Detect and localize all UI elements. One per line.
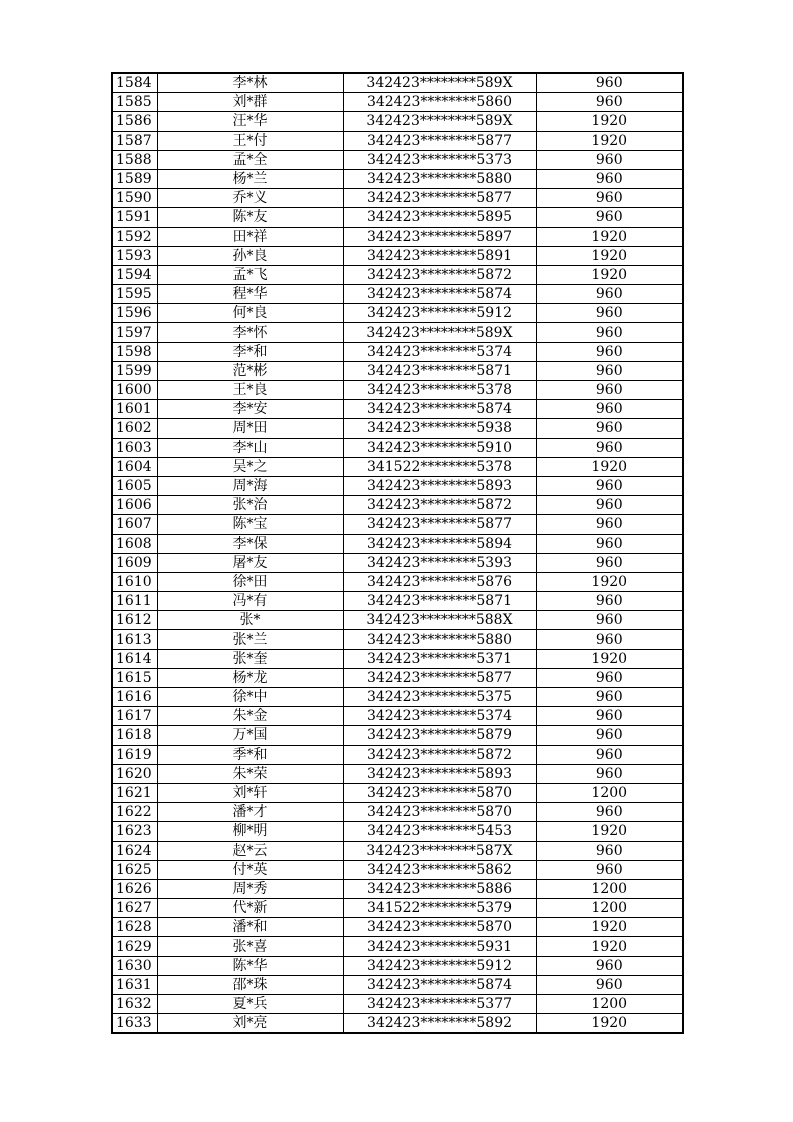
table-row bbox=[112, 783, 683, 802]
id-number-cell: 342423********5876 bbox=[343, 572, 536, 591]
table-row bbox=[112, 707, 683, 726]
amount-cell: 960 bbox=[536, 764, 683, 783]
id-number-cell: 342423********589X bbox=[343, 323, 536, 342]
table-row bbox=[112, 995, 683, 1014]
name-cell: 张*奎 bbox=[157, 649, 343, 668]
amount-cell: 960 bbox=[536, 476, 683, 495]
row-number-cell: 1601 bbox=[112, 400, 157, 419]
table-row bbox=[112, 592, 683, 611]
row-number-cell: 1623 bbox=[112, 822, 157, 841]
row-number-cell: 1619 bbox=[112, 745, 157, 764]
row-number-cell: 1625 bbox=[112, 860, 157, 879]
amount-cell: 1920 bbox=[536, 1014, 683, 1034]
row-number-cell: 1616 bbox=[112, 688, 157, 707]
amount-cell: 1200 bbox=[536, 995, 683, 1014]
row-number-cell: 1614 bbox=[112, 649, 157, 668]
table-row bbox=[112, 745, 683, 764]
row-number-cell: 1617 bbox=[112, 707, 157, 726]
name-cell: 杨*兰 bbox=[157, 169, 343, 188]
name-cell: 夏*兵 bbox=[157, 995, 343, 1014]
id-number-cell: 342423********5931 bbox=[343, 937, 536, 956]
id-number-cell: 342423********5874 bbox=[343, 975, 536, 994]
id-number-cell: 342423********5886 bbox=[343, 879, 536, 898]
amount-cell: 960 bbox=[536, 496, 683, 515]
amount-cell: 1920 bbox=[536, 937, 683, 956]
table-row bbox=[112, 438, 683, 457]
amount-cell: 960 bbox=[536, 438, 683, 457]
name-cell: 李*安 bbox=[157, 400, 343, 419]
name-cell: 张*兰 bbox=[157, 630, 343, 649]
id-number-cell: 342423********5880 bbox=[343, 630, 536, 649]
row-number-cell: 1633 bbox=[112, 1014, 157, 1034]
id-number-cell: 342423********5893 bbox=[343, 764, 536, 783]
name-cell: 刘*轩 bbox=[157, 783, 343, 802]
table-row bbox=[112, 822, 683, 841]
name-cell: 赵*云 bbox=[157, 841, 343, 860]
id-number-cell: 342423********5877 bbox=[343, 668, 536, 687]
table-row bbox=[112, 361, 683, 380]
id-number-cell: 342423********5879 bbox=[343, 726, 536, 745]
id-number-cell: 342423********5862 bbox=[343, 860, 536, 879]
table-row bbox=[112, 400, 683, 419]
amount-cell: 960 bbox=[536, 592, 683, 611]
amount-cell: 960 bbox=[536, 304, 683, 323]
amount-cell: 960 bbox=[536, 975, 683, 994]
name-cell: 王*付 bbox=[157, 131, 343, 150]
amount-cell: 1200 bbox=[536, 783, 683, 802]
table-row bbox=[112, 572, 683, 591]
id-number-cell: 342423********588X bbox=[343, 611, 536, 630]
table-row bbox=[112, 112, 683, 131]
row-number-cell: 1591 bbox=[112, 208, 157, 227]
name-cell: 李*山 bbox=[157, 438, 343, 457]
name-cell: 张*治 bbox=[157, 496, 343, 515]
id-number-cell: 342423********5871 bbox=[343, 592, 536, 611]
amount-cell: 960 bbox=[536, 745, 683, 764]
row-number-cell: 1626 bbox=[112, 879, 157, 898]
row-number-cell: 1593 bbox=[112, 246, 157, 265]
name-cell: 柳*明 bbox=[157, 822, 343, 841]
amount-cell: 960 bbox=[536, 381, 683, 400]
id-number-cell: 342423********5877 bbox=[343, 515, 536, 534]
name-cell: 孟*飞 bbox=[157, 265, 343, 284]
table-row bbox=[112, 476, 683, 495]
row-number-cell: 1588 bbox=[112, 150, 157, 169]
id-number-cell: 342423********5373 bbox=[343, 150, 536, 169]
id-number-cell: 342423********5874 bbox=[343, 400, 536, 419]
name-cell: 万*国 bbox=[157, 726, 343, 745]
name-cell: 李*林 bbox=[157, 73, 343, 93]
name-cell: 周*田 bbox=[157, 419, 343, 438]
table-row bbox=[112, 918, 683, 937]
id-number-cell: 342423********5893 bbox=[343, 476, 536, 495]
table-row bbox=[112, 93, 683, 112]
amount-cell: 960 bbox=[536, 515, 683, 534]
table-row bbox=[112, 381, 683, 400]
table-row bbox=[112, 150, 683, 169]
row-number-cell: 1603 bbox=[112, 438, 157, 457]
name-cell: 李*和 bbox=[157, 342, 343, 361]
row-number-cell: 1605 bbox=[112, 476, 157, 495]
table-row bbox=[112, 860, 683, 879]
amount-cell: 960 bbox=[536, 803, 683, 822]
amount-cell: 960 bbox=[536, 707, 683, 726]
id-number-cell: 342423********5892 bbox=[343, 1014, 536, 1034]
table-row bbox=[112, 534, 683, 553]
table-row bbox=[112, 688, 683, 707]
row-number-cell: 1584 bbox=[112, 73, 157, 93]
table-row bbox=[112, 323, 683, 342]
id-number-cell: 342423********5871 bbox=[343, 361, 536, 380]
id-number-cell: 342423********5870 bbox=[343, 803, 536, 822]
id-number-cell: 342423********5453 bbox=[343, 822, 536, 841]
table-row bbox=[112, 630, 683, 649]
table-row bbox=[112, 419, 683, 438]
row-number-cell: 1629 bbox=[112, 937, 157, 956]
id-number-cell: 342423********5912 bbox=[343, 956, 536, 975]
id-number-cell: 342423********5894 bbox=[343, 534, 536, 553]
name-cell: 付*英 bbox=[157, 860, 343, 879]
roster-table bbox=[111, 72, 684, 1034]
amount-cell: 1920 bbox=[536, 131, 683, 150]
id-number-cell: 342423********5375 bbox=[343, 688, 536, 707]
name-cell: 周*秀 bbox=[157, 879, 343, 898]
amount-cell: 1200 bbox=[536, 899, 683, 918]
row-number-cell: 1590 bbox=[112, 189, 157, 208]
row-number-cell: 1606 bbox=[112, 496, 157, 515]
id-number-cell: 342423********5374 bbox=[343, 342, 536, 361]
amount-cell: 1920 bbox=[536, 265, 683, 284]
name-cell: 潘*和 bbox=[157, 918, 343, 937]
row-number-cell: 1589 bbox=[112, 169, 157, 188]
amount-cell: 960 bbox=[536, 285, 683, 304]
id-number-cell: 341522********5379 bbox=[343, 899, 536, 918]
amount-cell: 960 bbox=[536, 342, 683, 361]
table-row bbox=[112, 208, 683, 227]
id-number-cell: 342423********5378 bbox=[343, 381, 536, 400]
amount-cell: 960 bbox=[536, 611, 683, 630]
amount-cell: 960 bbox=[536, 73, 683, 93]
row-number-cell: 1611 bbox=[112, 592, 157, 611]
id-number-cell: 342423********5891 bbox=[343, 246, 536, 265]
table-row bbox=[112, 265, 683, 284]
id-number-cell: 342423********5874 bbox=[343, 285, 536, 304]
row-number-cell: 1585 bbox=[112, 93, 157, 112]
name-cell: 代*新 bbox=[157, 899, 343, 918]
row-number-cell: 1594 bbox=[112, 265, 157, 284]
table-row bbox=[112, 457, 683, 476]
table-row bbox=[112, 899, 683, 918]
table-row bbox=[112, 841, 683, 860]
row-number-cell: 1599 bbox=[112, 361, 157, 380]
id-number-cell: 342423********5897 bbox=[343, 227, 536, 246]
table-row bbox=[112, 1014, 683, 1034]
id-number-cell: 342423********589X bbox=[343, 73, 536, 93]
id-number-cell: 342423********5938 bbox=[343, 419, 536, 438]
name-cell: 周*海 bbox=[157, 476, 343, 495]
id-number-cell: 342423********5371 bbox=[343, 649, 536, 668]
amount-cell: 1920 bbox=[536, 649, 683, 668]
table-row bbox=[112, 975, 683, 994]
table-row bbox=[112, 956, 683, 975]
name-cell: 吴*之 bbox=[157, 457, 343, 476]
name-cell: 刘*亮 bbox=[157, 1014, 343, 1034]
amount-cell: 960 bbox=[536, 956, 683, 975]
id-number-cell: 342423********589X bbox=[343, 112, 536, 131]
name-cell: 程*华 bbox=[157, 285, 343, 304]
name-cell: 何*良 bbox=[157, 304, 343, 323]
table-row bbox=[112, 726, 683, 745]
row-number-cell: 1622 bbox=[112, 803, 157, 822]
row-number-cell: 1600 bbox=[112, 381, 157, 400]
table-row bbox=[112, 553, 683, 572]
table-row bbox=[112, 285, 683, 304]
name-cell: 朱*金 bbox=[157, 707, 343, 726]
name-cell: 季*和 bbox=[157, 745, 343, 764]
row-number-cell: 1628 bbox=[112, 918, 157, 937]
table-row bbox=[112, 131, 683, 150]
table-row bbox=[112, 803, 683, 822]
name-cell: 朱*荣 bbox=[157, 764, 343, 783]
table-row bbox=[112, 304, 683, 323]
table-row bbox=[112, 649, 683, 668]
row-number-cell: 1607 bbox=[112, 515, 157, 534]
id-number-cell: 342423********5872 bbox=[343, 265, 536, 284]
name-cell: 田*祥 bbox=[157, 227, 343, 246]
amount-cell: 960 bbox=[536, 323, 683, 342]
id-number-cell: 342423********5872 bbox=[343, 745, 536, 764]
table-row bbox=[112, 764, 683, 783]
amount-cell: 960 bbox=[536, 208, 683, 227]
row-number-cell: 1621 bbox=[112, 783, 157, 802]
amount-cell: 960 bbox=[536, 361, 683, 380]
name-cell: 张*喜 bbox=[157, 937, 343, 956]
table-row bbox=[112, 189, 683, 208]
id-number-cell: 342423********5877 bbox=[343, 131, 536, 150]
amount-cell: 960 bbox=[536, 419, 683, 438]
id-number-cell: 342423********5895 bbox=[343, 208, 536, 227]
id-number-cell: 342423********587X bbox=[343, 841, 536, 860]
row-number-cell: 1609 bbox=[112, 553, 157, 572]
amount-cell: 960 bbox=[536, 534, 683, 553]
id-number-cell: 342423********5910 bbox=[343, 438, 536, 457]
row-number-cell: 1612 bbox=[112, 611, 157, 630]
row-number-cell: 1613 bbox=[112, 630, 157, 649]
table-row bbox=[112, 246, 683, 265]
name-cell: 冯*有 bbox=[157, 592, 343, 611]
id-number-cell: 341522********5378 bbox=[343, 457, 536, 476]
amount-cell: 1920 bbox=[536, 457, 683, 476]
row-number-cell: 1620 bbox=[112, 764, 157, 783]
id-number-cell: 342423********5872 bbox=[343, 496, 536, 515]
row-number-cell: 1631 bbox=[112, 975, 157, 994]
id-number-cell: 342423********5860 bbox=[343, 93, 536, 112]
name-cell: 屠*友 bbox=[157, 553, 343, 572]
name-cell: 乔*义 bbox=[157, 189, 343, 208]
row-number-cell: 1604 bbox=[112, 457, 157, 476]
row-number-cell: 1596 bbox=[112, 304, 157, 323]
name-cell: 汪*华 bbox=[157, 112, 343, 131]
amount-cell: 1200 bbox=[536, 879, 683, 898]
name-cell: 王*良 bbox=[157, 381, 343, 400]
name-cell: 孙*良 bbox=[157, 246, 343, 265]
name-cell: 徐*中 bbox=[157, 688, 343, 707]
id-number-cell: 342423********5870 bbox=[343, 783, 536, 802]
amount-cell: 1920 bbox=[536, 227, 683, 246]
table-row bbox=[112, 342, 683, 361]
row-number-cell: 1618 bbox=[112, 726, 157, 745]
table-row bbox=[112, 668, 683, 687]
amount-cell: 960 bbox=[536, 860, 683, 879]
name-cell: 李*怀 bbox=[157, 323, 343, 342]
name-cell: 邵*珠 bbox=[157, 975, 343, 994]
table-row bbox=[112, 937, 683, 956]
row-number-cell: 1602 bbox=[112, 419, 157, 438]
row-number-cell: 1592 bbox=[112, 227, 157, 246]
table-row bbox=[112, 227, 683, 246]
name-cell: 徐*田 bbox=[157, 572, 343, 591]
id-number-cell: 342423********5377 bbox=[343, 995, 536, 1014]
amount-cell: 960 bbox=[536, 189, 683, 208]
row-number-cell: 1587 bbox=[112, 131, 157, 150]
amount-cell: 960 bbox=[536, 169, 683, 188]
row-number-cell: 1615 bbox=[112, 668, 157, 687]
roster-table-body bbox=[112, 73, 683, 1033]
amount-cell: 1920 bbox=[536, 572, 683, 591]
amount-cell: 960 bbox=[536, 688, 683, 707]
row-number-cell: 1610 bbox=[112, 572, 157, 591]
table-row bbox=[112, 611, 683, 630]
id-number-cell: 342423********5912 bbox=[343, 304, 536, 323]
amount-cell: 1920 bbox=[536, 822, 683, 841]
table-row bbox=[112, 169, 683, 188]
row-number-cell: 1630 bbox=[112, 956, 157, 975]
name-cell: 孟*全 bbox=[157, 150, 343, 169]
id-number-cell: 342423********5870 bbox=[343, 918, 536, 937]
amount-cell: 960 bbox=[536, 841, 683, 860]
name-cell: 范*彬 bbox=[157, 361, 343, 380]
name-cell: 杨*龙 bbox=[157, 668, 343, 687]
row-number-cell: 1595 bbox=[112, 285, 157, 304]
name-cell: 陈*宝 bbox=[157, 515, 343, 534]
amount-cell: 960 bbox=[536, 668, 683, 687]
table-row bbox=[112, 879, 683, 898]
amount-cell: 960 bbox=[536, 150, 683, 169]
row-number-cell: 1608 bbox=[112, 534, 157, 553]
amount-cell: 960 bbox=[536, 93, 683, 112]
name-cell: 潘*才 bbox=[157, 803, 343, 822]
row-number-cell: 1627 bbox=[112, 899, 157, 918]
id-number-cell: 342423********5880 bbox=[343, 169, 536, 188]
table-row bbox=[112, 515, 683, 534]
row-number-cell: 1598 bbox=[112, 342, 157, 361]
id-number-cell: 342423********5877 bbox=[343, 189, 536, 208]
amount-cell: 1920 bbox=[536, 246, 683, 265]
name-cell: 张* bbox=[157, 611, 343, 630]
name-cell: 陈*华 bbox=[157, 956, 343, 975]
name-cell: 刘*群 bbox=[157, 93, 343, 112]
name-cell: 李*保 bbox=[157, 534, 343, 553]
amount-cell: 960 bbox=[536, 630, 683, 649]
name-cell: 陈*友 bbox=[157, 208, 343, 227]
table-row bbox=[112, 73, 683, 93]
amount-cell: 1920 bbox=[536, 918, 683, 937]
amount-cell: 960 bbox=[536, 726, 683, 745]
table-row bbox=[112, 496, 683, 515]
amount-cell: 960 bbox=[536, 553, 683, 572]
id-number-cell: 342423********5393 bbox=[343, 553, 536, 572]
row-number-cell: 1624 bbox=[112, 841, 157, 860]
amount-cell: 960 bbox=[536, 400, 683, 419]
row-number-cell: 1586 bbox=[112, 112, 157, 131]
row-number-cell: 1632 bbox=[112, 995, 157, 1014]
row-number-cell: 1597 bbox=[112, 323, 157, 342]
amount-cell: 1920 bbox=[536, 112, 683, 131]
id-number-cell: 342423********5374 bbox=[343, 707, 536, 726]
